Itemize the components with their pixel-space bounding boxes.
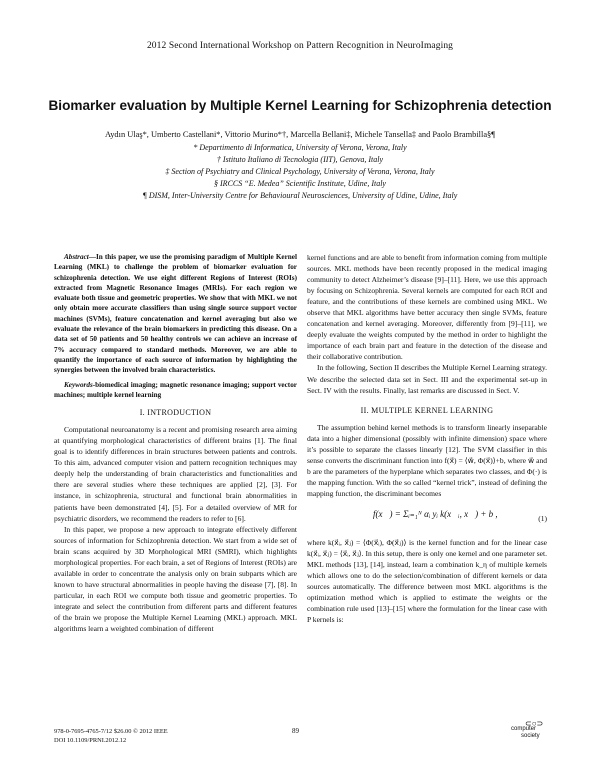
- abstract: [54, 252, 297, 376]
- intro-paragraph-2: In this paper, we propose a new approach to integrate effectively different sources of information for Schizophrenia detection. We start from a wide set of brain scans acquired by 3D Morphological MRI (SMRI), which highlights morphological properties. For each brain, a set of Regions of Interest (ROIs) are available in order to concentrate the analysis only on brain subparts which are known to have structural abnormalities in people having the disease [7], [8]. In particular, in each ROI we compute both tissue and geometric properties. To integrate and select the contribution from different parts and different features of the brain we propose the Multiple Kernel Learning (MKL) approach. MKL algorithms learn a weighted combination of different: [54, 524, 297, 634]
- abstract-label: Abstract: [64, 253, 89, 261]
- intro-paragraph-1: Computational neuroanatomy is a recent and promising research area aiming at quantifying morphological characteristics of different brains [1]. The final goal is to identify differences in brain structures between patients and controls. To this aim, advanced computer vision and pattern recognition techniques may deeply help the understanding of brain characteristics and functionalities and there are several studies where these techniques are applied [2], [3]. For instance, in schizophrenia, structural and functional brain abnormalities in patients have been demonstrated [4], [5]. For a detailed overview of MR for psychiatric disorders, we recommend the readers to refer to [6].: [54, 425, 297, 523]
- left-column: [54, 252, 297, 634]
- logo-line-1: computer: [511, 726, 537, 732]
- author-list: Aydın Ulaş*, Umberto Castellani*, Vittorio Murino*†, Marcella Bellani‡, Michele Tansella‡ and Paolo Brambilla§¶: [104, 130, 496, 139]
- right-paragraph-2: In the following, Section II describes the Multiple Kernel Learning strategy. We describe the selected data set in Sect. III and the experimental set-up in Sect. IV with the results. Finally, last remarks are discussed in Sect. V.: [307, 363, 547, 395]
- section-heading-mkl: II. MULTIPLE KERNEL LEARNING: [360, 405, 494, 415]
- abstract-text: —In this paper, we use the promising paradigm of Multiple Kernel Learning (MKL) to challenge the problem of biomarker evaluation for schizophrenia detection. We use eight different Regions of Interest (ROIs) extracted from Magnetic Resonance Images (MRIs). For each region we evaluate both tissue and geometric properties. We show that with MKL we not only obtain more accurate classifiers than using single source support vector machines (SVMs), feature concatenation and kernel averaging but also we evaluate the relevance of the brain biomarkers in predicting this disease. On a data set of 50 patients and 50 healthy controls we can achieve an increase of 7% accuracy compared to standard methods. Moreover, we are able to quantify the importance of each source of information by highlighting the synergies between the involved brain characteristics.: [54, 253, 297, 375]
- affiliation-2: † Istituto Italiano di Tecnologia (IIT), Genova, Italy: [216, 155, 384, 164]
- equation-1: [307, 503, 547, 533]
- keywords-text: -biomedical imaging; magnetic resonance imaging; support vector machines; multiple kernel learning: [54, 380, 297, 399]
- right-column: [307, 252, 547, 625]
- footer-copyright: [54, 727, 168, 745]
- keywords: [54, 380, 297, 401]
- affiliation-5: ¶ DISM, Inter-University Centre for Behavioural Neurosciences, University of Udine, Udine, Italy: [142, 191, 458, 200]
- logo-line-2: society: [521, 733, 540, 739]
- affiliation-4: § IRCCS “E. Medea” Scientific Institute, Udine, Italy: [214, 179, 386, 188]
- paper-title: Biomarker evaluation by Multiple Kernel Learning for Schizophrenia detection: [48, 98, 552, 113]
- footer-isbn: 978-0-7695-4765-7/12 $26.00 © 2012 IEEE: [54, 728, 168, 735]
- equation-number: (1): [538, 513, 547, 523]
- affiliation-3: ‡ Section of Psychiatry and Clinical Psychology, University of Verona, Verona, Italy: [165, 167, 435, 176]
- logo-mark-icon: ⊂○⊃: [525, 719, 544, 728]
- computer-society-logo: [509, 719, 553, 745]
- page-number: 89: [292, 727, 299, 735]
- mkl-paragraph-2: where k(x⃗ᵢ, x⃗ⱼ) = ⟨Φ(x⃗ᵢ), Φ(x⃗ⱼ)⟩ is the kernel function and for the linear case k(x⃗ᵢ, x⃗ⱼ) = ⟨x⃗ᵢ, x⃗ⱼ⟩. In this setup, there is only one kernel and one parameter set. MKL methods [13], [14], instead, learn a combination k_η of multiple kernels which allows one to do the selection/combination of different kernels or data sources automatically. The difference between most MKL algorithms is the optimization method which is applied to estimate the weights or the combination rule used [13]–[15] where the formulation for the linear case with P kernels is:: [307, 537, 547, 625]
- keywords-label: Keywords: [64, 380, 93, 389]
- equation-body: f(x⃗) = Σᵢ₌₁ᴺ αᵢ yᵢ k(x⃗ᵢ, x⃗) + b ,: [373, 508, 498, 519]
- footer-doi: DOI 10.1109/PRNI.2012.12: [54, 737, 127, 744]
- right-paragraph-1: kernel functions and are able to benefit from information coming from multiple sources. MKL methods have been recently proposed in the medical imaging community to detect Alzheimer’s disease [9]–[11]. Here, we use this approach by focusing on Schizophrenia. Several kernels are computed for each ROI and feature, and the contributions of these kernels are combined using MKL. We observe that MKL algorithms have better accuracy then single SVMs, feature concatenation and kernel averaging. Moreover, differently from [9]–[11], we deeply evaluate the weights computed by the method in order to highlight the importance of each brain part and feature in the detection of the disease and their collaborative contribution.: [307, 253, 547, 362]
- conference-header: 2012 Second International Workshop on Pattern Recognition in NeuroImaging: [146, 41, 454, 51]
- mkl-paragraph-1: The assumption behind kernel methods is to transform linearly inseparable data into a higher dimensional (possibly with infinite dimension) space where it’s possible to separate the classes linearly [12]. The SVM classifier in this sense converts the discriminant function into f(x⃗) = ⟨w⃗, Φ(x⃗)⟩+b, where w⃗ and b are the parameters of the hyperplane which separates two classes, and Φ(·) is the mapping function. With the so called “kernel trick”, instead of defining the mapping function, the discriminant becomes: [307, 422, 547, 498]
- affiliation-1: * Departimento di Informatica, University of Verona, Verona, Italy: [193, 143, 407, 152]
- section-heading-introduction: I. INTRODUCTION: [139, 408, 212, 418]
